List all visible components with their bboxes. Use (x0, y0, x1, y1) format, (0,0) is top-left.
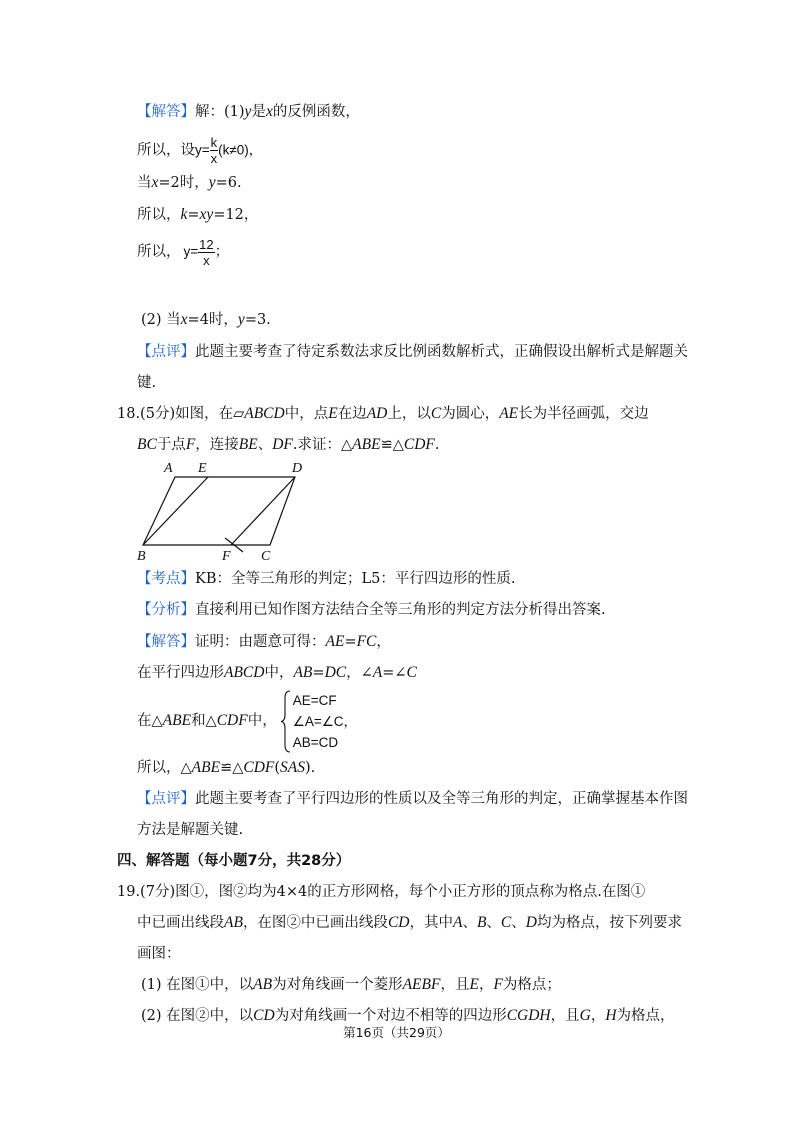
fraction-k-over-x: $\frac{k}{x}$ (210, 135, 218, 166)
parallelogram-figure (130, 456, 320, 564)
section-4-title: 四、解答题（每小题7分，共28分） (117, 853, 351, 869)
comment-2-line-1: 【点评】此题主要考查了平行四边形的性质以及全等三角形的判定，正确掌握基本作图 (137, 791, 688, 807)
brace-row-2: ∠A=∠C， (292, 713, 358, 729)
label-b: B (137, 549, 146, 564)
comment-tag-2: 【点评】 (137, 791, 195, 807)
question-19-line-2: 中已画出线段AB，在图②中已画出线段CD，其中A、B、C、D均为格点，按下列要求 (137, 914, 682, 931)
segment-be (143, 477, 208, 545)
label-a: A (164, 461, 173, 476)
page-footer: 第16页（共29页） (343, 1025, 450, 1040)
kaodian-tag: 【考点】 (137, 571, 195, 587)
answer-1-line-6: (2) 当x=4时，y=3. (141, 311, 271, 328)
answer-1-line-2: 所以，设y= $\frac{k}{x}$ (k≠0)， (137, 135, 263, 166)
answer-2-line-4: 所以，△ABE≌△CDF(SAS). (137, 759, 316, 776)
answer-tag: 【解答】 (137, 104, 195, 120)
left-brace (281, 690, 291, 753)
parallelogram-abcd (143, 477, 295, 545)
question-18-line-1: 18.(5分)如图，在▱ABCD中，点E在边AD上，以C为圆心，AE长为半径画弧，交边 (117, 405, 649, 422)
comment-1-line-2: 键. (137, 375, 157, 391)
comment-1-line-1: 【点评】此题主要考查了待定系数法求反比例函数解析式，正确假设出解析式是解题关 (137, 344, 688, 360)
question-18-line-2: BC于点F，连接BE、DF.求证：△ABE≌△CDF. (137, 436, 440, 453)
answer-1-line-3: 当x=2时，y=6. (137, 174, 242, 191)
question-19-line-5: (2) 在图②中，以CD为对角线画一个对边不相等的四边形CGDH，且G，H为格点， (141, 1007, 675, 1024)
label-c: C (261, 549, 271, 564)
label-d: D (292, 461, 303, 476)
answer-2-line-2: 在平行四边形ABCD中，AB=DC，∠A=∠C (137, 664, 417, 681)
segment-df (231, 477, 295, 545)
comment-2-line-2: 方法是解题关键. (137, 822, 244, 838)
question-19-line-4: (1) 在图①中，以AB为对角线画一个菱形AEBF，且E，F为格点； (141, 976, 561, 993)
fraction-12-over-x: $\frac{12}{x}$ (199, 236, 214, 268)
fenxi-line: 【分析】直接利用已知作图方法结合全等三角形的判定方法分析得出答案. (137, 602, 606, 618)
brace-row-3: AB=CD (292, 734, 339, 750)
label-f: F (222, 549, 231, 564)
answer-1-line-5: 所以， y= $\frac{12}{x}$ ； (137, 236, 230, 268)
answer-1-line-4: 所以，k=xy=12， (137, 206, 259, 223)
kaodian-line: 【考点】KB：全等三角形的判定；L5：平行四边形的性质. (137, 571, 516, 587)
brace-row-1: AE=CF (292, 692, 337, 708)
brace-system (281, 690, 357, 753)
answer-2-line-3: 在△ABE和△CDF中， AE=CF ∠A=∠C， AB=CD (137, 688, 357, 754)
answer-1-line-1: 【解答】解：(1)y是x的反例函数， (137, 103, 360, 120)
fenxi-tag: 【分析】 (137, 602, 195, 618)
question-19-line-1: 19.(7分)图①，图②均为4×4的正方形网格，每个小正方形的顶点称为格点.在图① (117, 884, 646, 900)
question-19-line-3: 画图： (137, 946, 181, 962)
answer-2-line-1: 【解答】证明：由题意可得：AE=FC， (137, 633, 391, 650)
answer-tag-2: 【解答】 (137, 634, 195, 650)
comment-tag: 【点评】 (137, 344, 195, 360)
label-e: E (198, 461, 207, 476)
